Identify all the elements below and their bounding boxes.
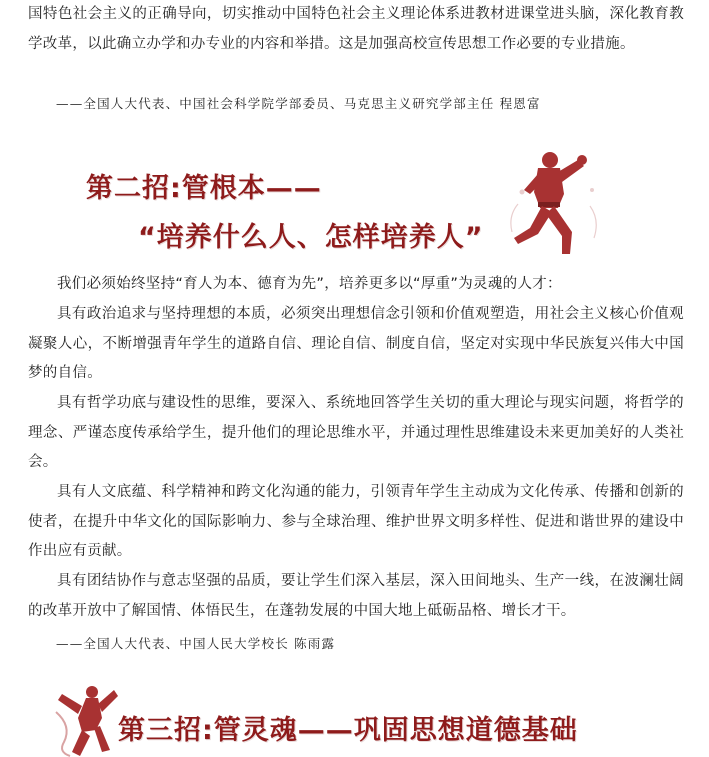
section2-paragraph-5: 具有团结协作与意志坚强的品质，要让学生们深入基层，深入田间地头、生产一线，在波澜壮阔的改革开放中了解国情、体悟民生，在蓬勃发展的中国大地上砥砺品格、增长才干。 (28, 573, 684, 619)
section2-attribution: ——全国人大代表、中国人民大学校长 陈雨露 (56, 636, 336, 651)
section3-title: 第三招:管灵魂——巩固思想道德基础 (118, 715, 578, 746)
section2-title-line1: 第二招:管根本—— (86, 173, 322, 204)
section2-paragraph-2: 具有政治追求与坚持理想的本质，必须突出理想信念引领和价值观塑造，用社会主义核心价值观凝聚人心，不断增强青年学生的道路自信、理论自信、制度自信，坚定对实现中华民族复兴伟大中国梦的自信。 (28, 306, 684, 381)
intro-paragraph: 国特色社会主义的正确导向，切实推动中国特色社会主义理论体系进教材进课堂进头脑，深化教育教学改革，以此确立办学和办专业的内容和举措。这是加强高校宣传思想工作必要的专业措施。 (28, 6, 684, 52)
section2-paragraph-3: 具有哲学功底与建设性的思维，要深入、系统地回答学生关切的重大理论与现实问题，将哲学的理念、严谨态度传承给学生，提升他们的理论思维水平，并通过理性思维建设未来更加美好的人类社会。 (28, 395, 684, 470)
ribbon-figure-icon (52, 682, 122, 757)
martial-arts-fighter-icon (500, 146, 610, 258)
intro-attribution: ——全国人大代表、中国社会科学院学部委员、马克思主义研究学部主任 程恩富 (56, 96, 541, 111)
section2-paragraph-1: 我们必须始终坚持“育人为本、德育为先”，培养更多以“厚重”为灵魂的人才： (57, 276, 562, 292)
section2-paragraph-4: 具有人文底蕴、科学精神和跨文化沟通的能力，引领青年学生主动成为文化传承、传播和创新的使者，在提升中华文化的国际影响力、参与全球治理、维护世界文明多样性、促进和谐世界的建设中作出应有贡献。 (28, 484, 684, 559)
section2-title-line2: “培养什么人、怎样培养人” (138, 222, 484, 253)
